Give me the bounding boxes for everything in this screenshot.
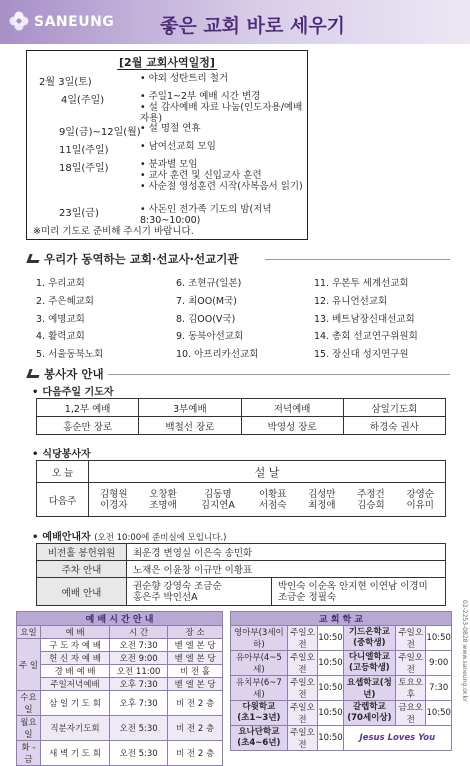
school-dept: 영아부(3세이하) [231,626,288,651]
worship-name: 헌 신 자 예 배 [41,652,110,665]
school-day: 주일오전 [396,626,426,651]
worship-name: 주일저녁예배 [41,678,110,691]
partner-item: 11. 우본투 세계선교회 [314,278,409,289]
divider [265,259,450,260]
meal-server: 강영순 이유미 [395,483,445,517]
worship-day: 수요일 [17,691,41,716]
worship-header: 요일 [17,626,41,639]
schedule-title: [2월 교회사역일정] [119,56,215,69]
partner-item: 4. 활력교회 [36,331,85,342]
worship-time: 오전 9:00 [110,652,168,665]
school-time: 10:50 [426,701,452,726]
school-day: 주일오전 [287,726,317,751]
worship-day: 월요일 [17,716,41,741]
side-contact-text: 02-2253-0828 www.saneung.or.kr [461,600,468,702]
school-day: 주일오전 [396,651,426,676]
partner-item: 12. 유니언선교회 [314,296,388,307]
prayer-heading: • 다음주일 기도자 [32,383,114,398]
meal-today-value: 설 날 [89,461,446,483]
school-dept: 다니엘학교 (고등학생) [343,651,395,676]
prayer-header: 삼일기도회 [343,399,445,417]
school-dept: 요셉학교(청년) [343,676,395,701]
jesus-loves-you-text: Jesus Loves You [343,726,451,751]
prayer-header: 저녁예배 [241,399,343,417]
schedule-date: 4일(주일) [61,95,105,106]
school-time: 7:30 [426,676,452,701]
meal-server: 김형원 이경자 [89,483,139,517]
schedule-items: • 남여선교회 모임 [140,141,216,152]
meal-server: 오창환 조명애 [138,483,187,517]
partner-item: 5. 서울동북노회 [36,349,104,360]
guide-label: 비전홀 봉헌위원 [37,544,127,561]
schedule-date: 9일(금)~12일(월) [59,127,141,138]
worship-table [16,611,223,766]
worship-place: 벧 엘 본 당 [168,652,223,665]
schedule-items: • 분과별 모임 • 교사 훈련 및 신입교사 훈련 • 사순절 영성훈련 시작(사복음서 읽기) [140,159,303,192]
worship-name: 새 벽 기 도 회 [41,741,110,766]
worship-name: 구 도 자 예 배 [41,639,110,652]
partner-item: 2. 주은혜교회 [36,296,94,307]
meal-heading: • 식당봉사자 [32,445,91,460]
school-day: 금요오전 [396,701,426,726]
page-title: 좋은 교회 바로 세우기 [160,15,346,37]
school-day: 주일오전 [287,626,317,651]
prayer-value: 하경숙 권사 [343,417,445,435]
worship-day: 화 - 금 [17,741,41,766]
checkmark-icon [26,369,41,378]
partner-item: 7. 최OO(M국) [176,296,238,307]
partner-item: 15. 장신대 성지연구원 [314,349,409,360]
schedule-date: 23일(금) [59,208,99,219]
worship-day: 주 일 [17,639,41,691]
schedule-date: 11일(주일) [59,145,109,156]
partner-item: 1. 우리교회 [36,278,85,289]
worship-time: 오전 7:30 [110,639,168,652]
divider [108,374,450,375]
school-time: 10:50 [318,726,344,751]
prayer-value: 박영성 장로 [241,417,343,435]
school-time: 10:50 [318,701,344,726]
worship-time: 오전 5:30 [110,716,168,741]
schedule-date: 2월 3일(토) [39,77,92,88]
guide-value: 노재은 이윤창 이규만 이황표 [127,561,446,578]
worship-time: 오전 5:30 [110,741,168,766]
worship-header: 시 간 [110,626,168,639]
partner-item: 13. 베트남장신대선교회 [314,314,415,325]
worship-place: 벧 엘 본 당 [168,678,223,691]
worship-time: 오후 7:30 [110,691,168,716]
school-time: 10:50 [318,676,344,701]
schedule-items: • 야외 성탄트리 철거 [140,73,228,84]
partner-item: 9. 동북아선교회 [176,331,244,342]
checkmark-icon [26,254,41,263]
meal-table [36,460,446,517]
servers-heading: 봉사자 안내 [28,366,104,382]
schedule-box [26,50,308,240]
school-dept: 다윗학교 (초1~3년) [231,701,288,726]
meal-server: 이황표 서점숙 [248,483,297,517]
worship-time: 오전 11:00 [110,665,168,678]
school-dept: 유아부(4~5세) [231,651,288,676]
worship-place: 비 전 2 층 [168,691,223,716]
worship-header: 예 배 [41,626,110,639]
guide-value: 권순향 강영숙 조금순 홍은주 박인선A [127,578,272,606]
worship-title: 예 배 시 간 안 내 [17,612,223,626]
guide-heading: • 예배안내자 (오전 10:00에 준비실에 모입니다.) [32,528,226,543]
schedule-items: • 주일1~2부 예배 시간 변경 • 설 감사예배 자료 나눔(인도자용/예배자용) [140,91,307,124]
worship-place: 비 전 2 층 [168,741,223,766]
prayer-table [36,398,446,435]
school-time: 10:50 [426,626,452,651]
meal-server: 김동명 김지연A [188,483,249,517]
school-day: 주일오전 [287,701,317,726]
guide-label: 예배 안내 [37,578,127,606]
schedule-date: 18일(주일) [59,163,109,174]
worship-name: 경 배 예 배 [41,665,110,678]
partner-item: 6. 조현규(일본) [176,278,242,289]
meal-server: 주정건 김승희 [346,483,395,517]
partner-item: 3. 예명교회 [36,314,85,325]
schedule-items: • 설 명절 연휴 [140,123,201,134]
prayer-header: 1,2부 예배 [37,399,139,417]
school-table [230,611,452,751]
school-day: 주일오전 [287,651,317,676]
school-dept: 기드온학교 (중학생) [343,626,395,651]
school-time: 10:50 [318,626,344,651]
worship-place: 비 전 홀 [168,665,223,678]
partner-item: 10. 아프리카선교회 [176,349,259,360]
guide-subtitle: (오전 10:00에 준비실에 모입니다.) [94,533,227,543]
guide-label: 주차 안내 [37,561,127,578]
schedule-items: • 사돈인 전가족 기도의 밤(저녁8:30~10:00) [140,204,307,226]
partner-item: 8. 김OO(V국) [176,314,236,325]
school-day: 토요오후 [396,676,426,701]
worship-name: 직분자기도회 [41,716,110,741]
header-banner [0,0,470,44]
worship-place: 벧 엘 본 당 [168,639,223,652]
partner-item: 14. 총회 선교연구위원회 [314,331,418,342]
prayer-value: 홍순만 장로 [37,417,139,435]
flower-logo-icon [8,10,30,32]
meal-today-label: 오 늘 [37,461,89,483]
worship-name: 삼 일 기 도 회 [41,691,110,716]
meal-next-label: 다음주 [37,483,89,517]
prayer-value: 백철선 장로 [139,417,241,435]
prayer-header: 3부예배 [139,399,241,417]
school-dept: 유치부(6~7세) [231,676,288,701]
worship-place: 비 전 2 층 [168,716,223,741]
schedule-note: ※미리 기도로 준비해 주시기 바랍니다. [33,226,194,237]
school-time: 9:00 [426,651,452,676]
logo-text: SANEUNG [34,14,115,30]
worship-time: 오후 7:30 [110,678,168,691]
worship-header: 장 소 [168,626,223,639]
partners-heading: 우리가 동역하는 교회·선교사·선교기관 [28,251,239,267]
guide-value: 박인숙 이순옥 안지현 이연남 이경미 조금순 정필숙 [272,578,446,606]
school-dept: 요나단학교 (초4~6년) [231,726,288,751]
school-dept: 갈렙학교 (70세이상) [343,701,395,726]
school-day: 주일오전 [287,676,317,701]
school-title: 교 회 학 교 [231,612,452,626]
guide-table [36,543,446,606]
guide-value: 최운경 변영실 이은숙 송민화 [127,544,446,561]
school-time: 10:50 [318,651,344,676]
meal-server: 김성만 최정애 [297,483,346,517]
